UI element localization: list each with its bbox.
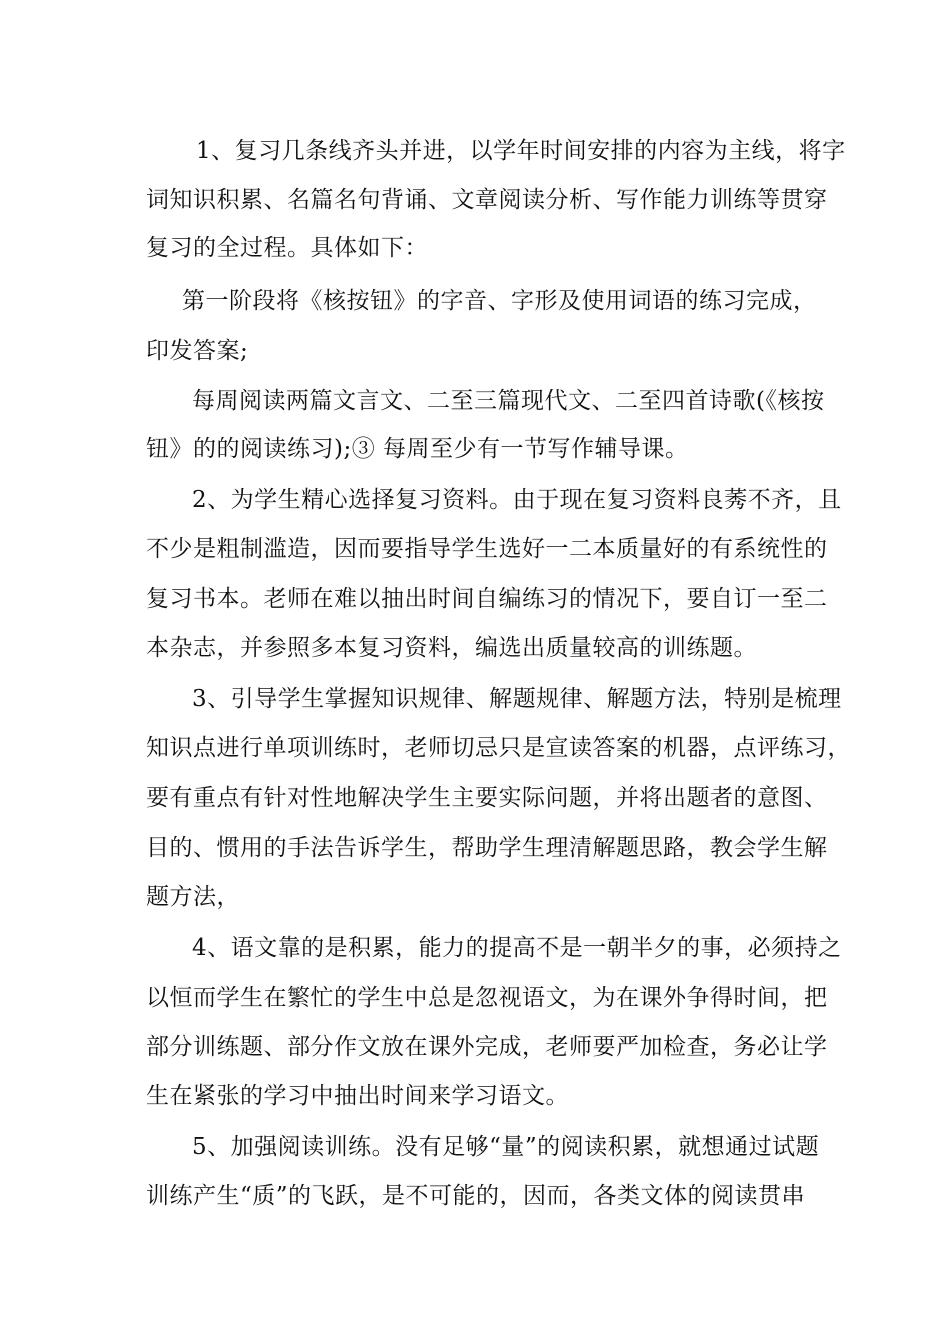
text-line: 目的、惯用的手法告诉学生，帮助学生理清解题思路，教会学生解 — [146, 835, 828, 861]
text-line: 2、为学生精心选择复习资料。由于现在复习资料良莠不齐，且 — [192, 487, 842, 513]
text-line: 3、引导学生掌握知识规律、解题规律、解题方法，特别是梳理 — [192, 686, 842, 712]
text-line: 复习的全过程。具体如下： — [146, 235, 428, 261]
text-line: 不少是粗制滥造，因而要指导学生选好一二本质量好的有系统性的 — [146, 536, 828, 562]
text-line: 1、复习几条线齐头并进，以学年时间安排的内容为主线，将字 — [196, 138, 846, 164]
text-line: 词知识积累、名篇名句背诵、文章阅读分析、写作能力训练等贯穿 — [146, 187, 828, 213]
text-line: 生在紧张的学习中抽出时间来学习语文。 — [146, 1083, 569, 1109]
text-line: 5、加强阅读训练。没有足够“量”的阅读积累，就想通过试题 — [192, 1134, 820, 1160]
text-line: 知识点进行单项训练时，老师切忌只是宣读答案的机器，点评练习， — [146, 735, 851, 761]
text-line: 第一阶段将《核按钮》的字音、字形及使用词语的练习完成， — [182, 288, 817, 314]
text-line: 每周阅读两篇文言文、二至三篇现代文、二至四首诗歌(《核按 — [192, 388, 825, 414]
text-line: 本杂志，并参照多本复习资料，编选出质量较高的训练题。 — [146, 635, 757, 661]
text-line: 复习书本。老师在难以抽出时间自编练习的情况下，要自订一至二 — [146, 586, 828, 612]
text-line: 以恒而学生在繁忙的学生中总是忽视语文，为在课外争得时间，把 — [146, 985, 828, 1011]
text-line: 部分训练题、部分作文放在课外完成，老师要严加检查，务必让学 — [146, 1034, 828, 1060]
text-line: 4、语文靠的是积累，能力的提高不是一朝半夕的事，必须持之 — [192, 935, 842, 961]
text-line: 题方法， — [146, 884, 240, 910]
text-line: 印发答案; — [146, 338, 249, 364]
text-line: 要有重点有针对性地解决学生主要实际问题，并将出题者的意图、 — [146, 785, 828, 811]
text-line: 训练产生“质”的飞跃，是不可能的，因而，各类文体的阅读贯串 — [146, 1183, 806, 1209]
text-line: 钮》的的阅读练习);③ 每周至少有一节写作辅导课。 — [146, 436, 689, 462]
